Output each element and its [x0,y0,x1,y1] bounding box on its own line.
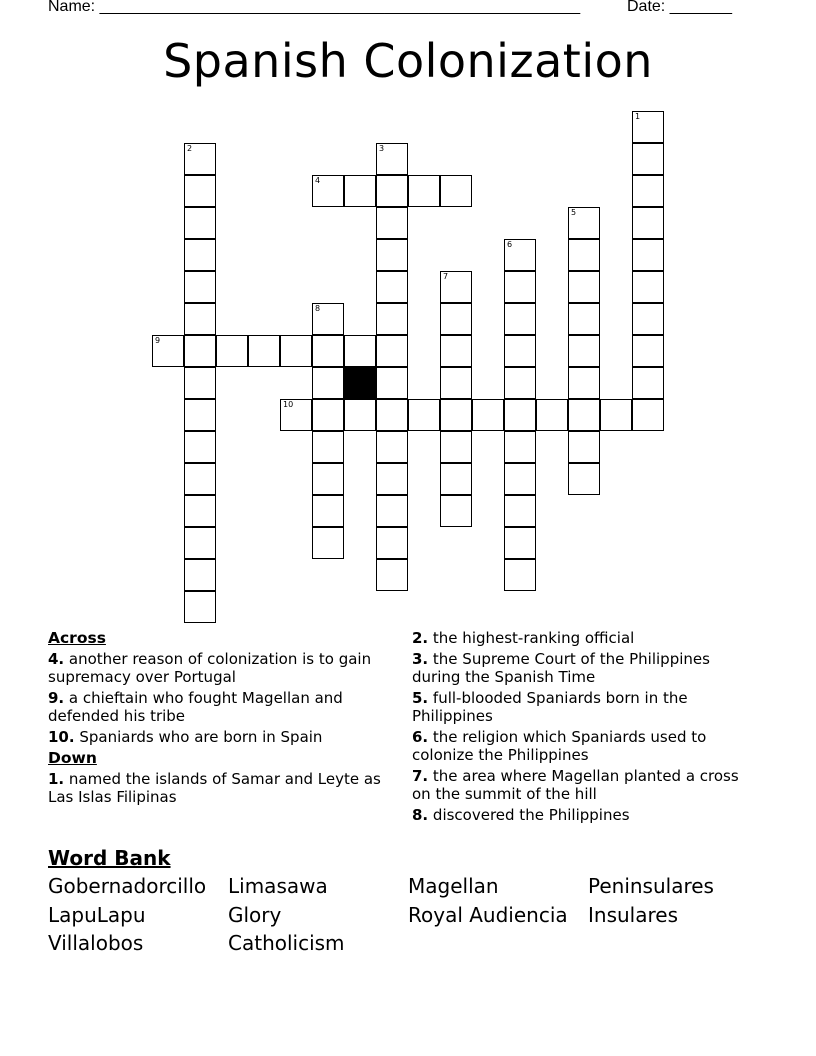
across-heading: Across [48,629,106,647]
grid-cell[interactable] [376,143,408,175]
clue-number: 7. [412,767,429,785]
grid-cell[interactable] [440,175,472,207]
grid-cell[interactable] [408,399,440,431]
clue-number: 9. [48,689,65,707]
grid-cell[interactable] [312,527,344,559]
grid-cell[interactable] [504,271,536,303]
grid-cell[interactable] [184,431,216,463]
clue-number-label: 7 [443,272,449,281]
grid-cell[interactable] [376,495,408,527]
grid-cell[interactable] [280,335,312,367]
grid-cell[interactable] [600,399,632,431]
grid-cell[interactable] [184,463,216,495]
grid-cell[interactable] [472,399,504,431]
grid-cell[interactable] [504,303,536,335]
clue-across-10 [48,728,388,746]
grid-cell[interactable] [408,175,440,207]
clue-text: the Supreme Court of the Philippines during the Spanish Time [412,650,710,686]
grid-cell[interactable] [376,431,408,463]
clue-down-8 [412,806,752,824]
date-line: Date: _______ [627,0,732,15]
grid-cell[interactable] [312,463,344,495]
grid-cell[interactable] [632,367,664,399]
clue-number-label: 4 [315,176,321,185]
grid-cell[interactable] [152,335,184,367]
clue-text: full-blooded Spaniards born in the Philippines [412,689,688,725]
grid-cell[interactable] [632,271,664,303]
clue-number-label: 10 [283,400,294,409]
clue-text: another reason of colonization is to gain supremacy over Portugal [48,650,372,686]
clue-number: 2. [412,629,429,647]
grid-cell[interactable] [504,335,536,367]
grid-cell[interactable] [632,111,664,143]
grid-cell[interactable] [184,335,216,367]
clue-down-2 [412,629,752,647]
grid-cell[interactable] [312,303,344,335]
page-title: Spanish Colonization [163,34,653,88]
grid-cell[interactable] [568,207,600,239]
grid-cell[interactable] [184,367,216,399]
clue-across-4 [48,650,388,686]
grid-cell[interactable] [440,271,472,303]
grid-cell[interactable] [184,303,216,335]
grid-cell[interactable] [504,431,536,463]
clue-number-label: 1 [635,112,641,121]
word-bank-item: Peninsulares [588,874,714,898]
word-bank-item: Catholicism [228,931,345,955]
grid-cell[interactable] [376,367,408,399]
grid-cell[interactable] [504,495,536,527]
grid-cell[interactable] [440,431,472,463]
word-bank-title: Word Bank [48,846,171,870]
grid-cell[interactable] [184,591,216,623]
grid-cell[interactable] [568,399,600,431]
clue-text: the highest-ranking official [432,629,635,647]
grid-cell[interactable] [184,175,216,207]
clue-down-1 [48,770,388,806]
grid-cell[interactable] [280,399,312,431]
clue-text: a chieftain who fought Magellan and defended his tribe [48,689,343,725]
grid-cell[interactable] [184,559,216,591]
grid-cell[interactable] [440,495,472,527]
grid-cell[interactable] [376,239,408,271]
clue-down-6 [412,728,752,764]
grid-cell[interactable] [312,495,344,527]
grid-cell[interactable] [440,303,472,335]
clue-down-5 [412,689,752,725]
grid-cell[interactable] [568,367,600,399]
grid-cell[interactable] [632,303,664,335]
clue-number: 3. [412,650,429,668]
clue-text: the area where Magellan planted a cross on the summit of the hill [412,767,739,803]
grid-cell[interactable] [568,335,600,367]
grid-cell[interactable] [344,175,376,207]
grid-cell[interactable] [312,175,344,207]
grid-cell[interactable] [216,335,248,367]
grid-cell[interactable] [376,271,408,303]
grid-cell[interactable] [312,399,344,431]
clue-number-label: 5 [571,208,577,217]
grid-cell[interactable] [376,303,408,335]
grid-cell[interactable] [632,239,664,271]
clue-down-3 [412,650,752,686]
clue-number: 1. [48,770,65,788]
grid-cell[interactable] [376,399,408,431]
grid-cell[interactable] [248,335,280,367]
grid-cell[interactable] [184,495,216,527]
grid-cell[interactable] [536,399,568,431]
grid-cell[interactable] [184,399,216,431]
clue-number-label: 9 [155,336,161,345]
word-bank-item: Insulares [588,903,678,927]
grid-cell[interactable] [344,335,376,367]
clue-number: 6. [412,728,429,746]
clue-down-7 [412,767,752,803]
grid-cell[interactable] [184,207,216,239]
grid-cell[interactable] [504,399,536,431]
grid-cell[interactable] [440,463,472,495]
grid-cell[interactable] [440,399,472,431]
clue-text: the religion which Spaniards used to colonize the Philippines [412,728,707,764]
grid-cell[interactable] [184,239,216,271]
black-square [344,367,376,399]
grid-cell[interactable] [184,143,216,175]
clue-number: 8. [412,806,429,824]
grid-cell[interactable] [568,463,600,495]
grid-cell[interactable] [568,239,600,271]
clue-text: Spaniards who are born in Spain [79,728,323,746]
grid-cell[interactable] [632,207,664,239]
grid-cell[interactable] [440,367,472,399]
grid-cell[interactable] [568,303,600,335]
word-bank-item: Villalobos [48,931,144,955]
grid-cell[interactable] [344,399,376,431]
grid-cell[interactable] [376,463,408,495]
clue-number: 5. [412,689,429,707]
grid-cell[interactable] [376,207,408,239]
grid-cell[interactable] [440,335,472,367]
grid-cell[interactable] [632,399,664,431]
grid-cell[interactable] [568,271,600,303]
word-bank-item: Royal Audiencia [408,903,568,927]
word-bank-item: Gobernadorcillo [48,874,207,898]
grid-cell[interactable] [504,463,536,495]
word-bank-item: Limasawa [228,874,328,898]
grid-cell[interactable] [376,175,408,207]
name-line: Name: ______________________________________________________ [48,0,581,15]
grid-cell[interactable] [312,335,344,367]
grid-cell[interactable] [184,527,216,559]
word-bank-item: LapuLapu [48,903,146,927]
clue-text: discovered the Philippines [432,806,630,824]
down-heading: Down [48,749,97,767]
grid-cell[interactable] [632,143,664,175]
grid-cell[interactable] [312,431,344,463]
clue-across-9 [48,689,388,725]
clue-text: named the islands of Samar and Leyte as Las Islas Filipinas [48,770,381,806]
clue-number: 10. [48,728,75,746]
word-bank-item: Magellan [408,874,499,898]
clue-number-label: 3 [379,144,385,153]
clue-number-label: 2 [187,144,193,153]
word-bank-item: Glory [228,903,282,927]
grid-cell[interactable] [504,559,536,591]
grid-cell[interactable] [632,335,664,367]
grid-cell[interactable] [504,239,536,271]
grid-cell[interactable] [376,335,408,367]
grid-cell[interactable] [376,559,408,591]
grid-cell[interactable] [504,367,536,399]
clue-number-label: 6 [507,240,513,249]
clue-number-label: 8 [315,304,321,313]
clues-right-column [412,629,752,827]
grid-cell[interactable] [632,175,664,207]
clues-left-column [48,629,388,809]
grid-cell[interactable] [184,271,216,303]
clue-number: 4. [48,650,65,668]
grid-cell[interactable] [504,527,536,559]
grid-cell[interactable] [568,431,600,463]
grid-cell[interactable] [376,527,408,559]
grid-cell[interactable] [312,367,344,399]
